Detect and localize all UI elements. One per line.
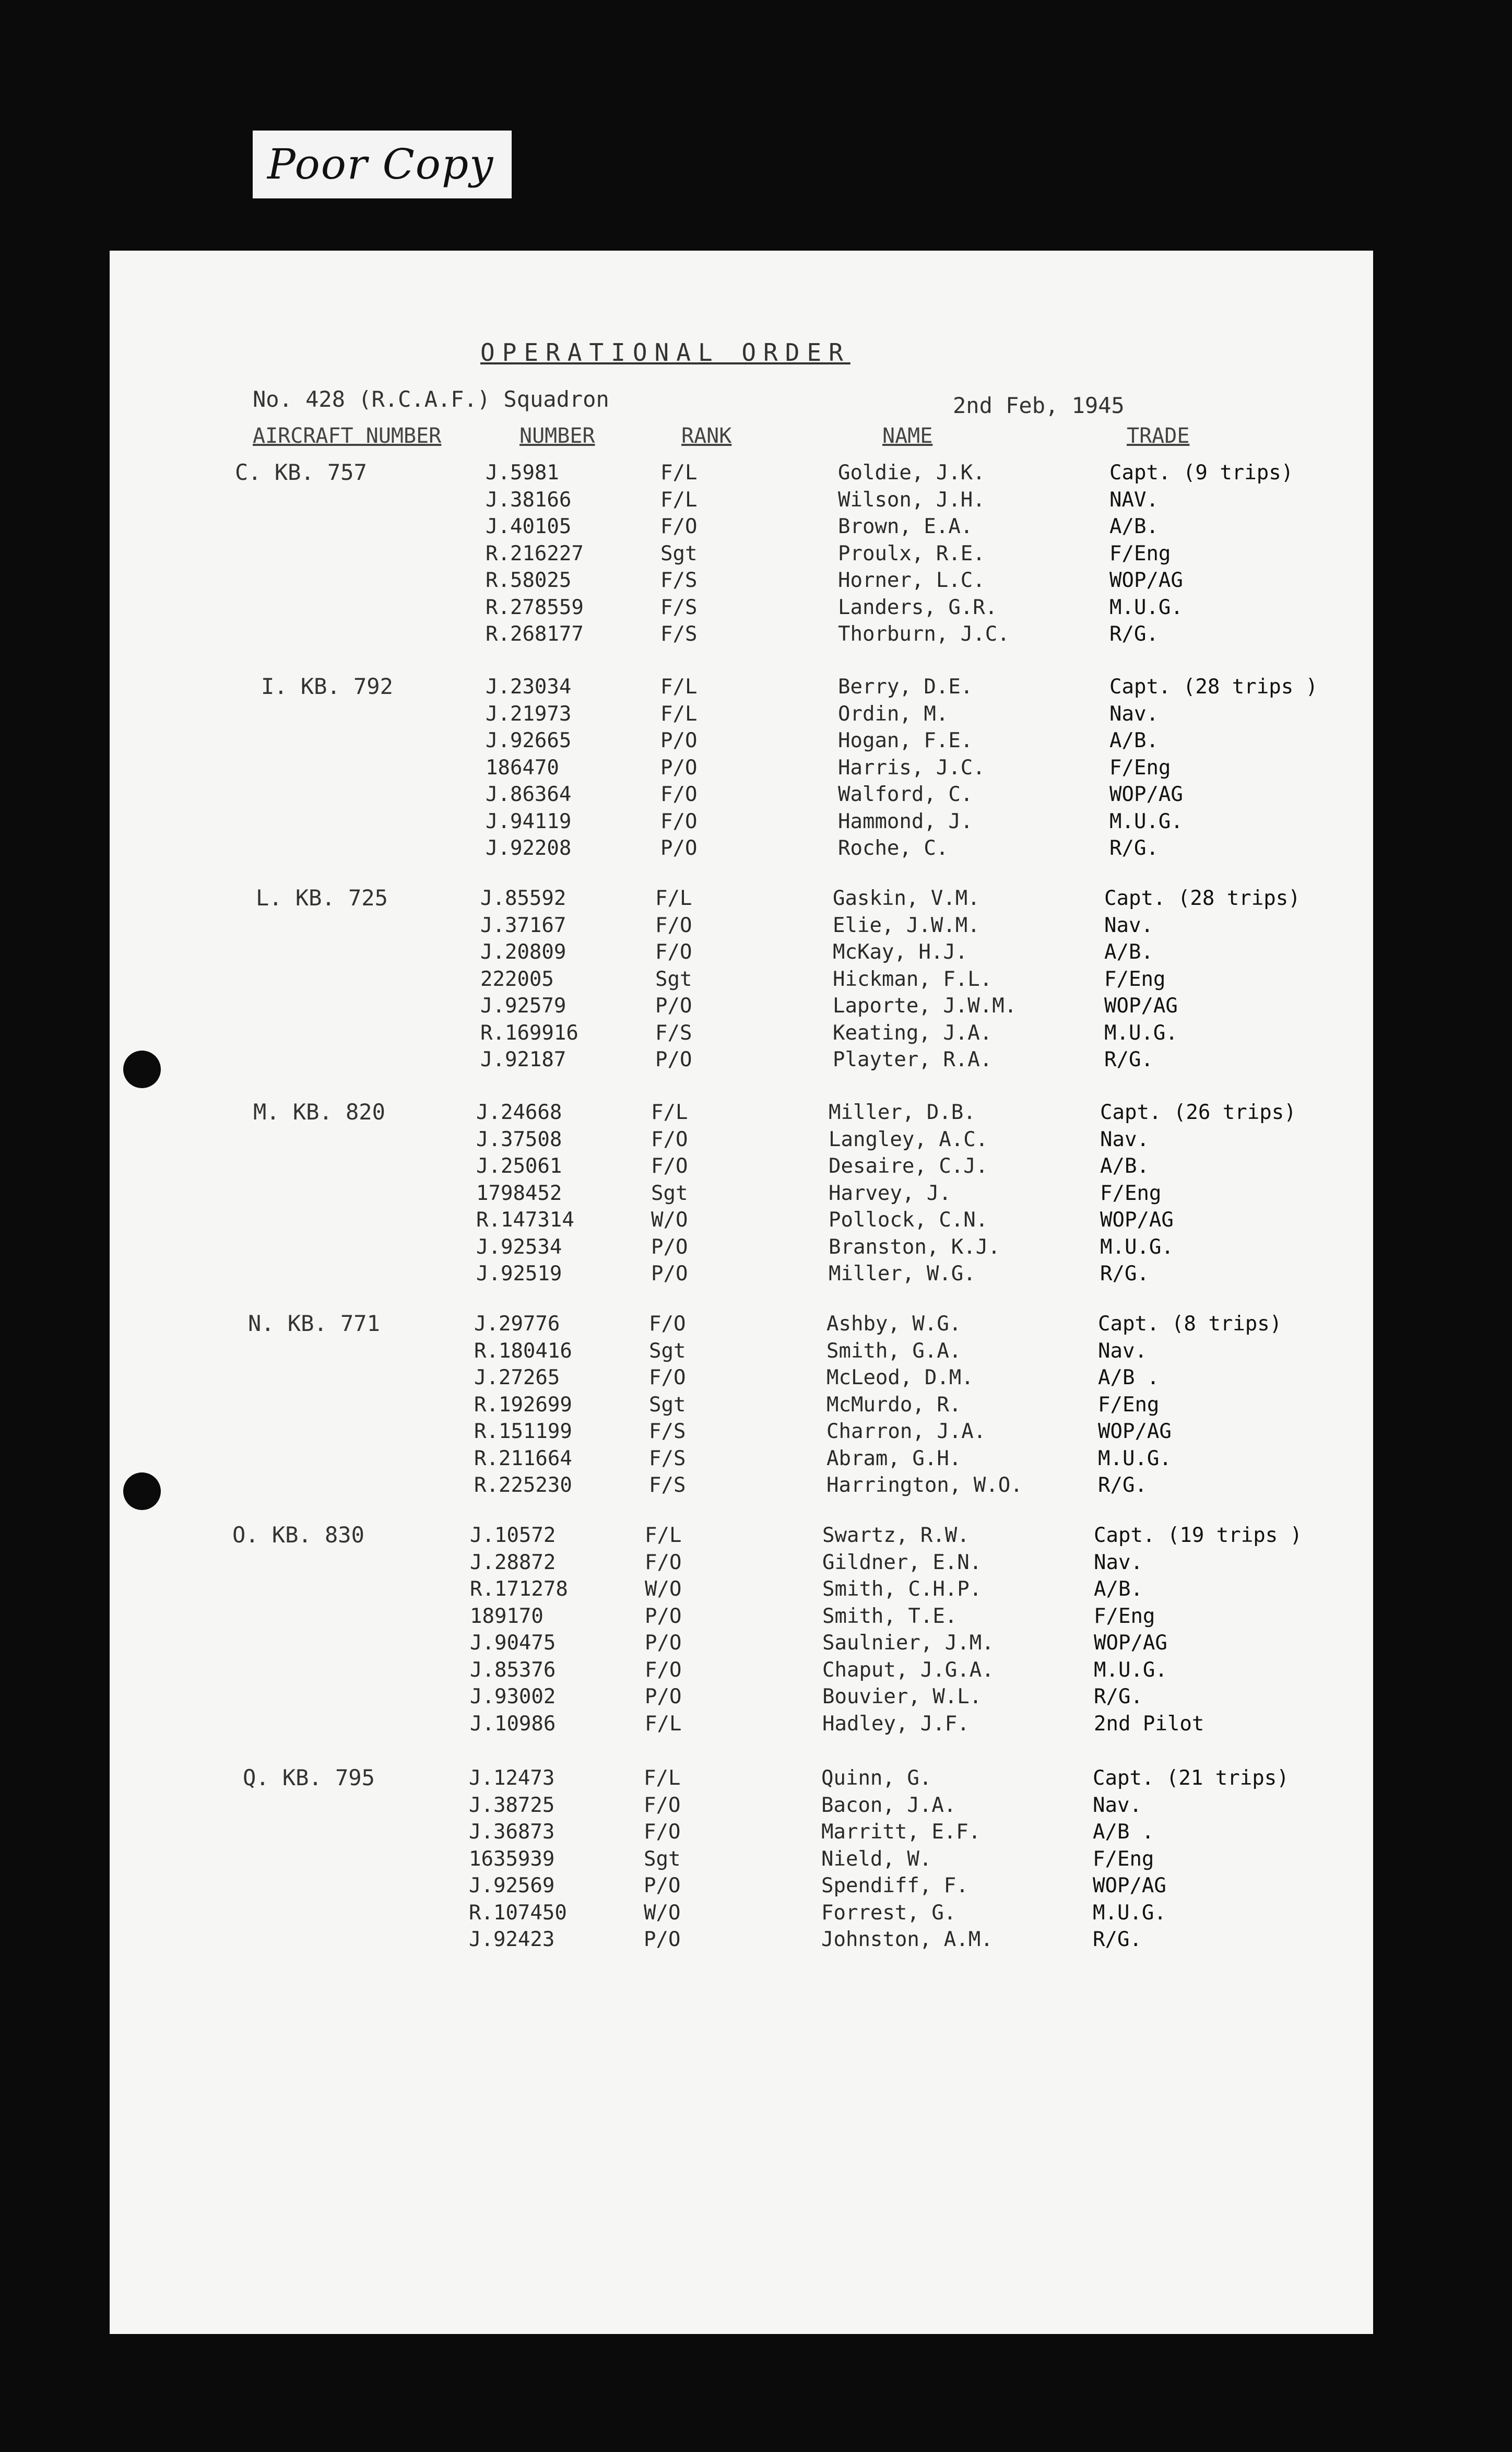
trade: Capt. (19 trips ) (1094, 1524, 1303, 1547)
crew-name: McMurdo, R. (826, 1393, 962, 1417)
trade-column (1100, 1099, 1296, 1288)
trade: M.U.G. (1094, 1658, 1167, 1682)
service-number-column (486, 459, 584, 648)
crew-name: Quinn, G. (821, 1766, 932, 1790)
service-number: R.216227 (486, 541, 584, 565)
trade: Nav. (1098, 1339, 1147, 1363)
crew-name: Marritt, E.F. (821, 1820, 981, 1844)
crew-name: Desaire, C.J. (829, 1154, 988, 1178)
aircraft-number: N. KB. 771 (248, 1311, 380, 1336)
rank-column (645, 1522, 681, 1737)
crew-name: Harrington, W.O. (826, 1473, 1023, 1497)
service-number: J.23034 (486, 675, 572, 699)
rank: F/L (645, 1712, 682, 1736)
rank-column (660, 459, 697, 648)
rank: P/O (645, 1604, 682, 1628)
crew-name: Proulx, R.E. (838, 541, 985, 565)
rank: P/O (645, 1631, 682, 1655)
rank: F/S (649, 1473, 686, 1497)
service-number-column (474, 1311, 572, 1499)
rank: F/O (651, 1127, 688, 1151)
aircraft-number: M. KB. 820 (253, 1099, 385, 1125)
crew-name-column (833, 885, 1017, 1074)
trade-column (1094, 1522, 1302, 1737)
trade: Nav. (1093, 1793, 1142, 1817)
rank: F/O (651, 1154, 688, 1178)
crew-name: Berry, D.E. (838, 675, 973, 699)
crew-name: Smith, T.E. (822, 1604, 958, 1628)
crew-name-column (829, 1099, 1000, 1288)
crew-name: Ashby, W.G. (826, 1312, 962, 1336)
rank: F/O (660, 783, 698, 806)
aircraft-number: L. KB. 725 (256, 885, 388, 911)
service-number-column (476, 1099, 574, 1288)
trade: F/Eng (1100, 1181, 1162, 1205)
trade-column (1109, 674, 1318, 862)
trade: Capt. (28 trips) (1104, 887, 1301, 910)
service-number: J.27265 (474, 1366, 560, 1389)
rank: F/L (651, 1101, 688, 1124)
crew-name: Forrest, G. (821, 1901, 956, 1925)
rank: F/S (655, 1021, 692, 1045)
aircraft-number: I. KB. 792 (261, 674, 393, 699)
trade-column (1098, 1311, 1282, 1499)
order-date: 2nd Feb, 1945 (953, 393, 1125, 418)
rank: F/O (644, 1793, 681, 1817)
trade: R/G. (1109, 622, 1159, 646)
rank: Sgt (649, 1339, 686, 1363)
rank: W/O (645, 1577, 682, 1601)
header-name: NAME (882, 424, 933, 448)
service-number: J.92423 (469, 1928, 555, 1951)
service-number: 1635939 (469, 1847, 555, 1871)
crew-name: Laporte, J.W.M. (833, 994, 1017, 1018)
crew-name: Wilson, J.H. (838, 488, 985, 512)
rank: Sgt (649, 1393, 686, 1417)
service-number: R.278559 (486, 595, 584, 619)
rank: F/S (649, 1446, 686, 1470)
punch-hole-top (123, 1051, 161, 1088)
trade: M.U.G. (1098, 1446, 1172, 1470)
service-number: J.90475 (470, 1631, 556, 1655)
trade: F/Eng (1109, 756, 1171, 780)
trade: Nav. (1100, 1127, 1149, 1151)
trade: NAV. (1109, 488, 1159, 512)
service-number: J.37508 (476, 1127, 562, 1151)
trade: A/B. (1109, 515, 1159, 538)
rank: F/L (644, 1766, 681, 1790)
trade: R/G. (1100, 1262, 1149, 1286)
trade: M.U.G. (1093, 1901, 1166, 1925)
service-number: R.151199 (474, 1420, 572, 1443)
squadron-line: No. 428 (R.C.A.F.) Squadron (253, 386, 609, 412)
punch-hole-bottom (123, 1472, 161, 1510)
trade: A/B . (1093, 1820, 1154, 1844)
service-number: J.5981 (486, 461, 559, 485)
service-number: R.211664 (474, 1446, 572, 1470)
service-number: J.21973 (486, 702, 572, 726)
service-number: J.12473 (469, 1766, 555, 1790)
document-title: OPERATIONAL ORDER (480, 338, 851, 367)
crew-name: Hadley, J.F. (822, 1712, 970, 1736)
rank: F/L (645, 1524, 682, 1547)
crew-name: Abram, G.H. (826, 1446, 962, 1470)
trade: F/Eng (1098, 1393, 1160, 1417)
rank: W/O (644, 1901, 681, 1925)
crew-name: Smith, G.A. (826, 1339, 962, 1363)
crew-name: Branston, K.J. (829, 1235, 1000, 1259)
rank: F/L (660, 675, 698, 699)
trade: R/G. (1093, 1928, 1142, 1951)
trade: Nav. (1109, 702, 1159, 726)
trade: WOP/AG (1098, 1420, 1172, 1443)
trade: Nav. (1104, 913, 1153, 937)
service-number: J.86364 (486, 783, 572, 806)
crew-name: Ordin, M. (838, 702, 949, 726)
trade: WOP/AG (1100, 1208, 1174, 1232)
rank: F/O (649, 1366, 686, 1389)
header-number: NUMBER (519, 424, 595, 448)
trade: Capt. (21 trips) (1093, 1766, 1289, 1790)
service-number: R.107450 (469, 1901, 567, 1925)
trade: M.U.G. (1109, 809, 1183, 833)
crew-name: Gildner, E.N. (822, 1550, 982, 1574)
crew-name-column (826, 1311, 1023, 1499)
rank: F/L (660, 702, 698, 726)
rank: Sgt (655, 967, 692, 991)
rank: F/O (655, 913, 692, 937)
service-number: R.192699 (474, 1393, 572, 1417)
rank: F/O (660, 515, 698, 538)
service-number: J.92569 (469, 1874, 555, 1897)
crew-name: Harris, J.C. (838, 756, 985, 780)
rank-column (649, 1311, 686, 1499)
service-number: J.37167 (480, 913, 566, 937)
crew-name: Keating, J.A. (833, 1021, 993, 1045)
crew-name: Horner, L.C. (838, 569, 985, 592)
trade: WOP/AG (1093, 1874, 1166, 1897)
trade: F/Eng (1093, 1847, 1154, 1871)
crew-name: Spendiff, F. (821, 1874, 968, 1897)
crew-name: Nield, W. (821, 1847, 932, 1871)
service-number: J.38725 (469, 1793, 555, 1817)
aircraft-number: Q. KB. 795 (243, 1765, 375, 1790)
service-number: J.40105 (486, 515, 572, 538)
crew-name: Hammond, J. (838, 809, 973, 833)
trade: A/B. (1104, 940, 1153, 964)
service-number: J.36873 (469, 1820, 555, 1844)
rank: F/L (655, 887, 692, 910)
service-number: J.92187 (480, 1048, 566, 1071)
trade: R/G. (1098, 1473, 1147, 1497)
rank: P/O (660, 729, 698, 752)
service-number: R.171278 (470, 1577, 568, 1601)
trade: M.U.G. (1100, 1235, 1174, 1259)
crew-name-column (838, 459, 1010, 648)
rank: P/O (644, 1874, 681, 1897)
rank: Sgt (644, 1847, 681, 1871)
service-number: J.92208 (486, 836, 572, 860)
crew-name: Elie, J.W.M. (833, 913, 980, 937)
rank: Sgt (651, 1181, 688, 1205)
service-number: R.58025 (486, 569, 572, 592)
trade: WOP/AG (1109, 783, 1183, 806)
rank: P/O (660, 756, 698, 780)
rank-column (655, 885, 692, 1074)
crew-name: Goldie, J.K. (838, 461, 985, 485)
service-number: R.225230 (474, 1473, 572, 1497)
crew-name: Miller, W.G. (829, 1262, 976, 1286)
crew-name: Roche, C. (838, 836, 949, 860)
crew-name: Gaskin, V.M. (833, 887, 980, 910)
crew-name: Chaput, J.G.A. (822, 1658, 994, 1682)
crew-name: Landers, G.R. (838, 595, 998, 619)
rank: P/O (651, 1262, 688, 1286)
rank: F/L (660, 461, 698, 485)
header-rank: RANK (681, 424, 732, 448)
header-trade: TRADE (1127, 424, 1190, 448)
rank: F/S (660, 622, 698, 646)
service-number: J.94119 (486, 809, 572, 833)
rank: P/O (655, 994, 692, 1018)
service-number: R.180416 (474, 1339, 572, 1363)
trade: R/G. (1109, 836, 1159, 860)
service-number-column (469, 1765, 567, 1953)
crew-name: Johnston, A.M. (821, 1928, 993, 1951)
service-number-column (480, 885, 578, 1074)
crew-name: Bacon, J.A. (821, 1793, 956, 1817)
crew-name-column (838, 674, 985, 862)
service-number: R.147314 (476, 1208, 574, 1232)
rank: P/O (645, 1685, 682, 1708)
rank: F/S (660, 595, 698, 619)
service-number: J.10986 (470, 1712, 556, 1736)
trade-column (1109, 459, 1293, 648)
rank-column (660, 674, 697, 862)
trade: Nav. (1094, 1550, 1143, 1574)
aircraft-number: O. KB. 830 (232, 1522, 364, 1548)
crew-name: Thorburn, J.C. (838, 622, 1010, 646)
rank-column (651, 1099, 688, 1288)
crew-name: Brown, E.A. (838, 515, 973, 538)
rank: F/O (645, 1658, 682, 1682)
rank-column (644, 1765, 680, 1953)
rank: W/O (651, 1208, 688, 1232)
service-number: 222005 (480, 967, 554, 991)
service-number: R.169916 (480, 1021, 578, 1045)
trade: A/B. (1109, 729, 1159, 752)
service-number: J.85376 (470, 1658, 556, 1682)
crew-name: Walford, C. (838, 783, 973, 806)
trade: A/B . (1098, 1366, 1160, 1389)
crew-name-column (821, 1765, 993, 1953)
service-number: J.29776 (474, 1312, 560, 1336)
rank: P/O (655, 1048, 692, 1071)
rank: F/O (660, 809, 698, 833)
crew-name: McKay, H.J. (833, 940, 968, 964)
trade: Capt. (26 trips) (1100, 1101, 1296, 1124)
rank: F/O (649, 1312, 686, 1336)
crew-name: Saulnier, J.M. (822, 1631, 994, 1655)
crew-name: Hickman, F.L. (833, 967, 993, 991)
crew-name: Smith, C.H.P. (822, 1577, 982, 1601)
aircraft-number: C. KB. 757 (235, 459, 367, 485)
trade: F/Eng (1094, 1604, 1155, 1628)
rank: F/S (660, 569, 698, 592)
service-number: J.85592 (480, 887, 566, 910)
service-number: J.28872 (470, 1550, 556, 1574)
service-number: J.93002 (470, 1685, 556, 1708)
trade: M.U.G. (1109, 595, 1183, 619)
rank: F/O (644, 1820, 681, 1844)
rank: F/S (649, 1420, 686, 1443)
service-number: J.92665 (486, 729, 572, 752)
crew-name-column (822, 1522, 994, 1737)
trade: A/B. (1100, 1154, 1149, 1178)
rank: Sgt (660, 541, 698, 565)
trade: Capt. (28 trips ) (1109, 675, 1318, 699)
service-number: J.25061 (476, 1154, 562, 1178)
service-number-column (470, 1522, 568, 1737)
trade: WOP/AG (1109, 569, 1183, 592)
crew-name: Swartz, R.W. (822, 1524, 970, 1547)
trade: WOP/AG (1094, 1631, 1167, 1655)
crew-name: Pollock, C.N. (829, 1208, 988, 1232)
trade: Capt. (9 trips) (1109, 461, 1294, 485)
trade-column (1104, 885, 1301, 1074)
service-number: J.38166 (486, 488, 572, 512)
rank: F/O (645, 1550, 682, 1574)
trade: R/G. (1094, 1685, 1143, 1708)
trade: A/B. (1094, 1577, 1143, 1601)
service-number: J.20809 (480, 940, 566, 964)
service-number: 189170 (470, 1604, 544, 1628)
crew-name: Hogan, F.E. (838, 729, 973, 752)
service-number-column (486, 674, 571, 862)
service-number: J.92519 (476, 1262, 562, 1286)
trade: F/Eng (1109, 541, 1171, 565)
trade: WOP/AG (1104, 994, 1178, 1018)
trade-column (1093, 1765, 1289, 1953)
service-number: J.24668 (476, 1101, 562, 1124)
header-aircraft-number: AIRCRAFT NUMBER (253, 424, 442, 448)
poor-copy-label: Poor Copy (253, 131, 512, 198)
service-number: J.92579 (480, 994, 566, 1018)
trade: Capt. (8 trips) (1098, 1312, 1282, 1336)
crew-name: Harvey, J. (829, 1181, 951, 1205)
crew-name: Charron, J.A. (826, 1420, 986, 1443)
trade: F/Eng (1104, 967, 1166, 991)
rank: F/O (655, 940, 692, 964)
crew-name: McLeod, D.M. (826, 1366, 974, 1389)
crew-name: Playter, R.A. (833, 1048, 993, 1071)
rank: F/L (660, 488, 698, 512)
service-number: 186470 (486, 756, 559, 780)
service-number: 1798452 (476, 1181, 562, 1205)
rank: P/O (644, 1928, 681, 1951)
trade: 2nd Pilot (1094, 1712, 1204, 1736)
service-number: J.92534 (476, 1235, 562, 1259)
crew-name: Miller, D.B. (829, 1101, 976, 1124)
crew-name: Langley, A.C. (829, 1127, 988, 1151)
rank: P/O (660, 836, 698, 860)
rank: P/O (651, 1235, 688, 1259)
service-number: J.10572 (470, 1524, 556, 1547)
crew-name: Bouvier, W.L. (822, 1685, 982, 1708)
trade: M.U.G. (1104, 1021, 1178, 1045)
service-number: R.268177 (486, 622, 584, 646)
trade: R/G. (1104, 1048, 1153, 1071)
